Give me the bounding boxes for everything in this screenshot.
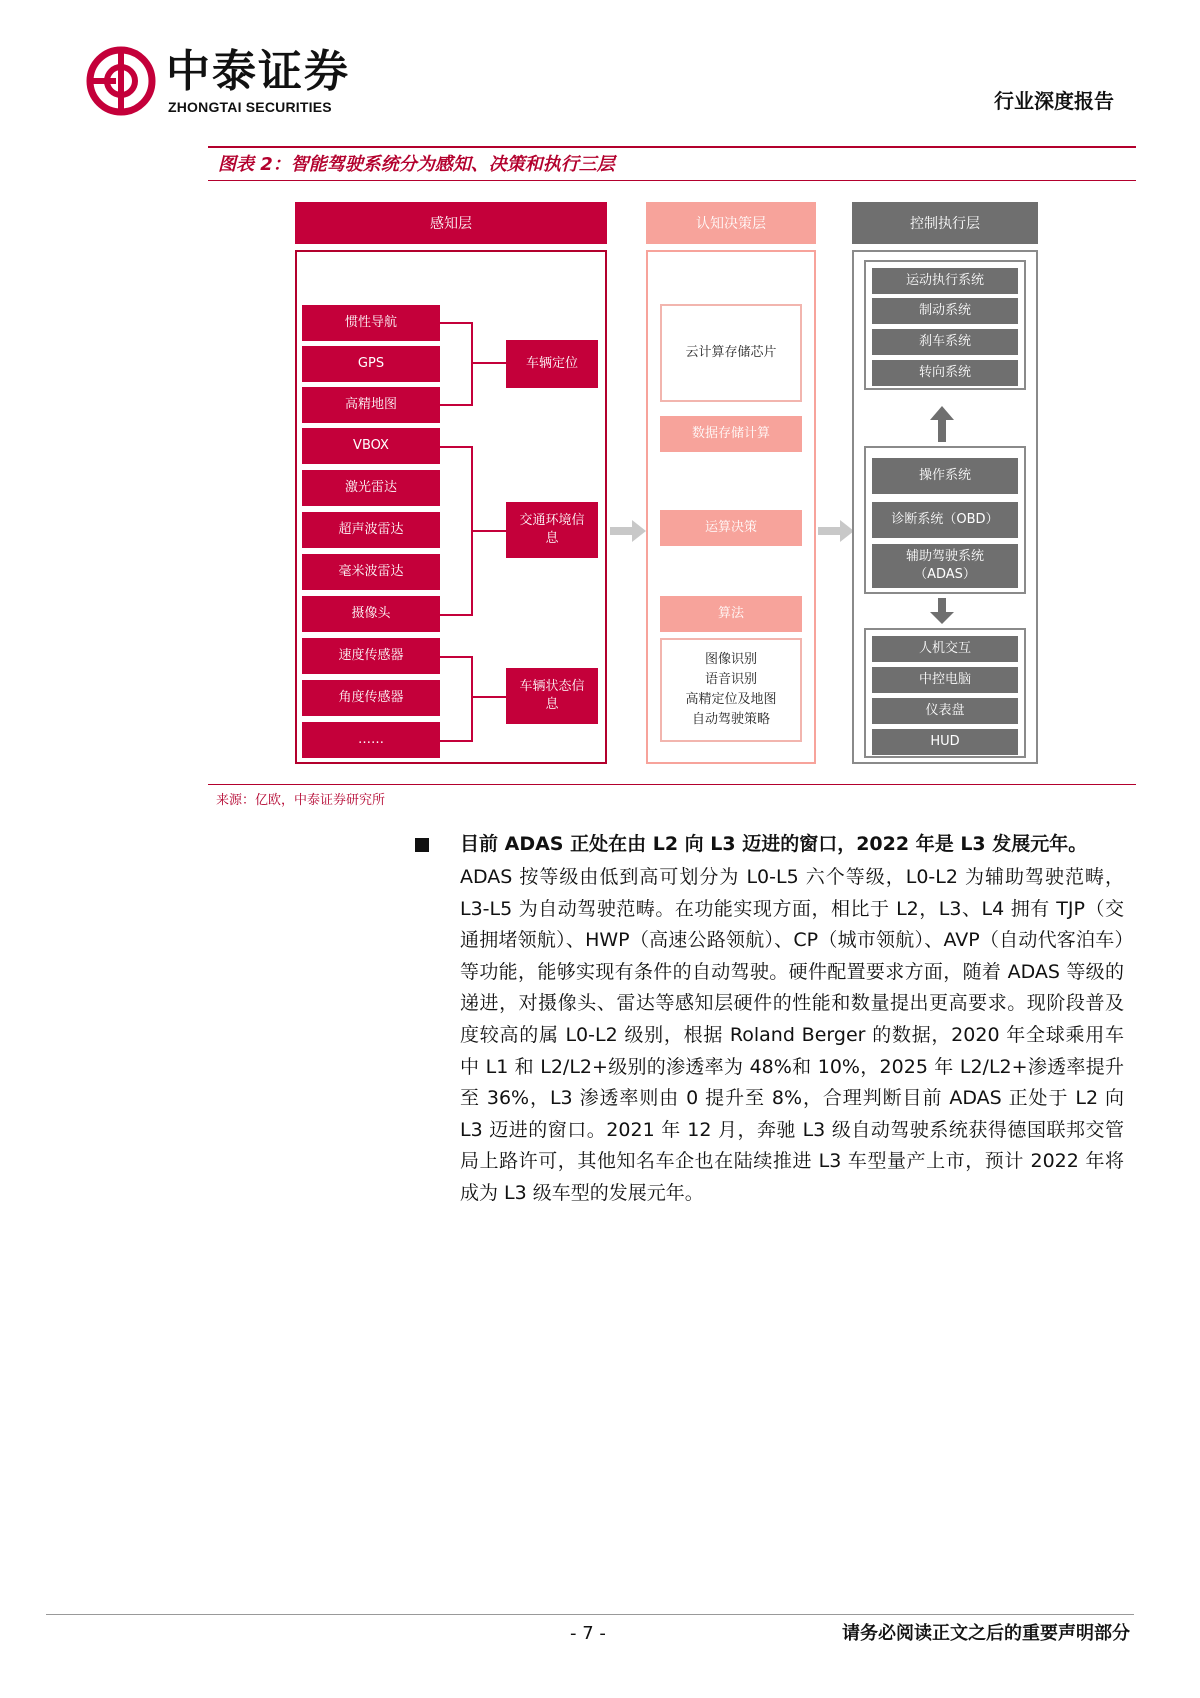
figure-bottom-rule xyxy=(208,784,1136,785)
sensor-box: GPS xyxy=(302,346,440,382)
os-item-box: 诊断系统（OBD） xyxy=(872,502,1018,538)
storage-chip-box: 云计算存储芯片 xyxy=(660,304,802,402)
sensor-box: 激光雷达 xyxy=(302,470,440,506)
figure-title: 图表 2：智能驾驶系统分为感知、决策和执行三层 xyxy=(218,154,615,175)
footer-disclaimer: 请务必阅读正文之后的重要声明部分 xyxy=(842,1623,1130,1644)
sensor-box: …… xyxy=(302,722,440,758)
sensor-box: 超声波雷达 xyxy=(302,512,440,548)
motion-system-box: 运动执行系统 xyxy=(872,268,1018,294)
connector-line xyxy=(440,656,472,658)
sensor-box: 惯性导航 xyxy=(302,305,440,341)
hmi-item-box: HUD xyxy=(872,729,1018,755)
body-paragraph: ADAS 按等级由低到高可划分为 L0-L5 六个等级，L0-L2 为辅助驾驶范畴，L3-L5 为自动驾驶范畴。在功能实现方面，相比于 L2，L3、L4 拥有 TJP（交通拥堵领航）、HWP（高速公路领航）、CP（城市领航）、AVP（自动代客泊车）等功能，能够实现有条件的自动驾驶。硬件配置要求方面，随着 ADAS 等级的递进，对摄像头、雷达等感知层硬件的性能和数量提出更高要求。现阶段普及度较高的属 L0-L2 级别，根据 Roland Berger 的数据，2020 年全球乘用车中 L1 和 L2/L2+级别的渗透率为 48%和 10%，2025 年 L2/L2+渗透率提升至 36%，L3 渗透率则由 0 提升至 8%，合理判断目前 ADAS 正处于 L2 向 L3 迈进的窗口。2021 年 12 月，奔驰 L3 级自动驾驶系统获得德国联邦交管局上路许可，其他知名车企也在陆续推进 L3 车型量产上市，预计 2022 年将成为 L3 级车型的发展元年。 xyxy=(460,866,1124,1204)
hmi-item-box: 中控电脑 xyxy=(872,667,1018,693)
algorithm-items-box xyxy=(660,638,802,742)
bullet-square-icon xyxy=(415,838,429,852)
motion-system-box: 转向系统 xyxy=(872,360,1018,386)
company-name-cn: 中泰证券 xyxy=(166,46,350,97)
sensor-box: 速度传感器 xyxy=(302,638,440,674)
right-arrow-icon xyxy=(610,520,646,542)
perception-layer-header: 感知层 xyxy=(295,202,607,244)
section-heading: 目前 ADAS 正处在由 L2 向 L3 迈进的窗口，2022 年是 L3 发展元年。 xyxy=(460,833,1088,855)
perception-output-box: 交通环境信息 xyxy=(506,502,598,558)
architecture-diagram xyxy=(0,0,1200,790)
data-compute-box: 数据存储计算 xyxy=(660,416,802,452)
connector-line xyxy=(471,362,507,364)
execution-layer-header: 控制执行层 xyxy=(852,202,1038,244)
company-name-en: ZHONGTAI SECURITIES xyxy=(168,99,332,115)
page-number: - 7 - xyxy=(570,1623,606,1644)
connector-line xyxy=(440,404,472,406)
perception-output-box: 车辆定位 xyxy=(506,340,598,388)
report-type: 行业深度报告 xyxy=(994,89,1114,113)
sensor-box: 高精地图 xyxy=(302,387,440,423)
footer-rule xyxy=(46,1614,1134,1615)
connector-line xyxy=(440,322,472,324)
sensor-box: 毫米波雷达 xyxy=(302,554,440,590)
right-arrow-icon xyxy=(818,520,854,542)
connector-line xyxy=(471,322,473,406)
figure-source: 来源：亿欧，中泰证券研究所 xyxy=(216,793,386,808)
perception-output-box: 车辆状态信息 xyxy=(506,668,598,724)
algorithm-box: 算法 xyxy=(660,596,802,632)
connector-line xyxy=(471,530,507,532)
down-arrow-icon xyxy=(930,598,954,624)
connector-line xyxy=(440,446,472,448)
sensor-box: 摄像头 xyxy=(302,596,440,632)
motion-system-box: 刹车系统 xyxy=(872,329,1018,355)
algorithm-item: 自动驾驶策略 xyxy=(691,712,770,727)
motion-system-box: 制动系统 xyxy=(872,298,1018,324)
computing-decision-box: 运算决策 xyxy=(660,510,802,546)
algorithm-item: 语音识别 xyxy=(704,672,757,687)
sensor-box: 角度传感器 xyxy=(302,680,440,716)
hmi-item-box: 人机交互 xyxy=(872,636,1018,662)
hmi-item-box: 仪表盘 xyxy=(872,698,1018,724)
sensor-box: VBOX xyxy=(302,428,440,464)
decision-layer-header: 认知决策层 xyxy=(646,202,816,244)
connector-line xyxy=(471,656,473,742)
connector-line xyxy=(440,614,472,616)
connector-line xyxy=(440,740,472,742)
connector-line xyxy=(471,696,507,698)
up-arrow-icon xyxy=(930,406,954,442)
algorithm-item: 高精定位及地图 xyxy=(685,692,777,707)
os-title-box: 操作系统 xyxy=(872,458,1018,494)
algorithm-item: 图像识别 xyxy=(704,652,757,667)
os-item-box: 辅助驾驶系统（ADAS） xyxy=(872,544,1018,588)
